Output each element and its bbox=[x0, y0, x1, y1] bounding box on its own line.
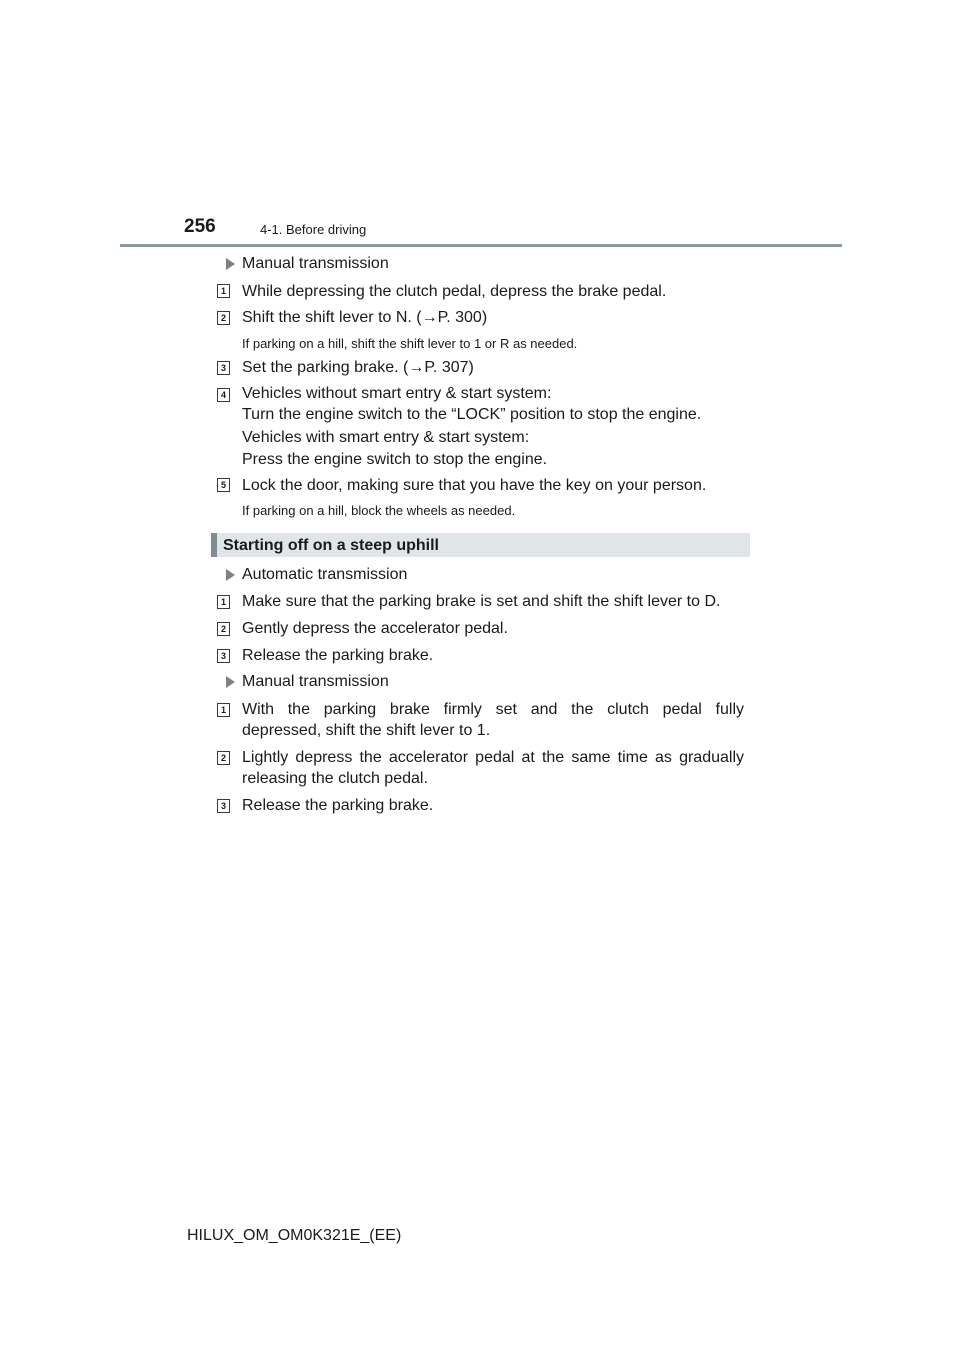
step-text: Vehicles without smart entry & start system: bbox=[242, 385, 552, 402]
step-text: Press the engine switch to stop the engine. bbox=[242, 451, 548, 468]
triangle-bullet-icon bbox=[226, 569, 235, 581]
step-number-badge: 3 bbox=[217, 649, 230, 663]
step-text: Release the parking brake. bbox=[242, 797, 434, 814]
step-number-badge: 1 bbox=[217, 284, 230, 298]
step-text: Lock the door, making sure that you have the key on your person. bbox=[242, 477, 707, 494]
step-number-badge: 2 bbox=[217, 751, 230, 765]
step-number-badge: 2 bbox=[217, 622, 230, 636]
step-number-badge: 5 bbox=[217, 478, 230, 492]
step-text: Set the parking brake. (→P. 307) bbox=[242, 359, 474, 376]
section-title: 4-1. Before driving bbox=[260, 222, 367, 237]
page-number: 256 bbox=[184, 216, 216, 237]
step-text: releasing the clutch pedal. bbox=[242, 770, 428, 787]
step-number-badge: 3 bbox=[217, 361, 230, 375]
step-number-badge: 1 bbox=[217, 595, 230, 609]
step-text: Release the parking brake. bbox=[242, 647, 434, 664]
step-number-badge: 4 bbox=[217, 388, 230, 402]
step-number-badge: 2 bbox=[217, 311, 230, 325]
subsection-label: Automatic transmission bbox=[242, 566, 408, 583]
step-number-badge: 1 bbox=[217, 703, 230, 717]
step-text: Turn the engine switch to the “LOCK” position to stop the engine. bbox=[242, 406, 702, 423]
section-heading: Starting off on a steep uphill bbox=[223, 537, 439, 554]
triangle-bullet-icon bbox=[226, 258, 235, 270]
step-text: Make sure that the parking brake is set and shift the shift lever to D. bbox=[242, 593, 721, 610]
header-divider bbox=[120, 244, 842, 247]
step-text: Gently depress the accelerator pedal. bbox=[242, 620, 508, 637]
document-id: HILUX_OM_OM0K321E_(EE) bbox=[187, 1227, 402, 1244]
subsection-label: Manual transmission bbox=[242, 673, 389, 690]
step-note: If parking on a hill, shift the shift lever to 1 or R as needed. bbox=[242, 336, 578, 351]
step-text: depressed, shift the shift lever to 1. bbox=[242, 722, 491, 739]
step-number-badge: 3 bbox=[217, 799, 230, 813]
step-text: Shift the shift lever to N. (→P. 300) bbox=[242, 309, 488, 326]
step-text: Lightly depress the accelerator pedal at the same time as gradually bbox=[242, 749, 744, 766]
triangle-bullet-icon bbox=[226, 676, 235, 688]
step-text: With the parking brake firmly set and the clutch pedal fully bbox=[242, 701, 744, 718]
step-note: If parking on a hill, block the wheels as needed. bbox=[242, 503, 516, 518]
step-text: Vehicles with smart entry & start system: bbox=[242, 429, 530, 446]
step-text: While depressing the clutch pedal, depress the brake pedal. bbox=[242, 283, 667, 300]
subsection-label: Manual transmission bbox=[242, 255, 389, 272]
